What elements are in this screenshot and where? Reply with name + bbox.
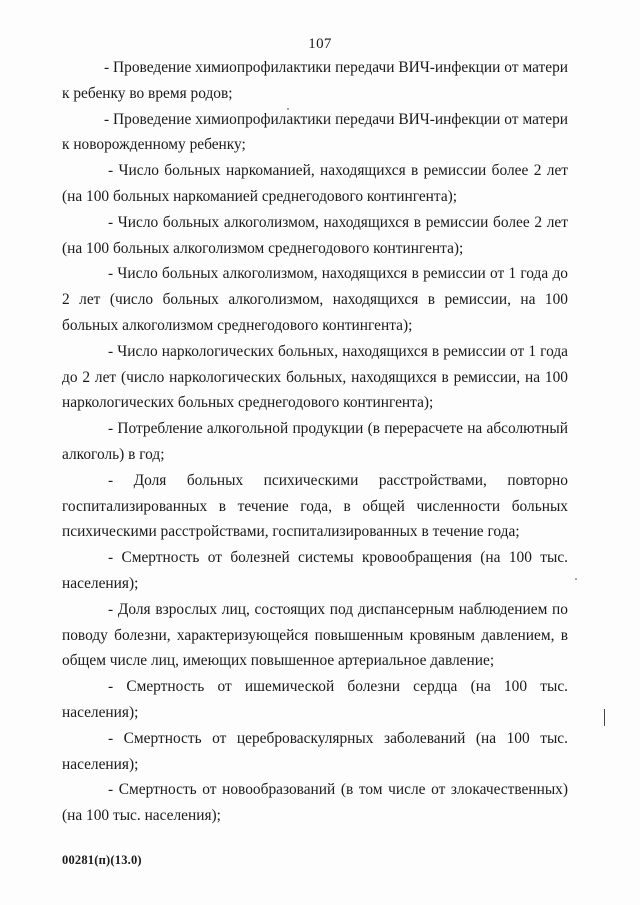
paragraph-drug-addiction-remission: - Число больных наркоманией, находящихся в ремиссии более 2 лет (на 100 больных наркоманией среднегодового контингента); bbox=[62, 162, 568, 205]
paragraph-alcoholism-remission-2y: - Число больных алкоголизмом, находящихся в ремиссии более 2 лет (на 100 больных алкоголизмом среднегодового контингента); bbox=[62, 213, 568, 257]
document-body bbox=[62, 55, 568, 829]
paragraph-narcological-remission: - Число наркологических больных, находящихся в ремиссии от 1 года до 2 лет (число наркологических больных, находящихся в ремиссии, на 100 наркологических больных среднегодового контингента); bbox=[62, 342, 568, 412]
margin-change-bar bbox=[604, 709, 605, 726]
scan-speck bbox=[287, 108, 289, 110]
page-number: 107 bbox=[308, 36, 332, 52]
paragraph-psychiatric-rehospitalization: - Доля больных психическими расстройствами, повторно госпитализированных в течение года, в общей численности больных психическими расстройствами, госпитализированных в течение года; bbox=[62, 471, 568, 541]
paragraph-hiv-prophylaxis-newborn: - Проведение химиопрофилактики передачи ВИЧ-инфекции от матери к новорожденному ребенку; bbox=[62, 110, 568, 154]
paragraph-cardiovascular-mortality: - Смертность от болезней системы кровообращения (на 100 тыс. населения); bbox=[62, 549, 568, 592]
paragraph-hypertension-dispensary: - Доля взрослых лиц, состоящих под диспансерным наблюдением по поводу болезни, характеризующейся повышенным кровяным давлением, в общем числе лиц, имеющих повышенное артериальное давление; bbox=[62, 600, 568, 670]
paragraph-neoplasm-mortality: - Смертность от новообразований (в том числе от злокачественных) (на 100 тыс. населения); bbox=[62, 781, 568, 825]
paragraph-ischemic-mortality: - Смертность от ишемической болезни сердца (на 100 тыс. населения); bbox=[62, 678, 568, 721]
document-code: 00281(п)(13.0) bbox=[62, 853, 142, 867]
scan-speck bbox=[575, 578, 577, 580]
paragraph-alcohol-consumption: - Потребление алкогольной продукции (в перерасчете на абсолютный алкоголь) в год; bbox=[62, 420, 568, 463]
paragraph-alcoholism-remission-1-2y: - Число больных алкоголизмом, находящихся в ремиссии от 1 года до 2 лет (число больных алкоголизмом, находящихся в ремиссии, на 100 больных алкоголизмом среднегодового контингента); bbox=[62, 265, 568, 334]
paragraph-hiv-prophylaxis-birth: - Проведение химиопрофилактики передачи ВИЧ-инфекции от матери к ребенку во время родов; bbox=[62, 59, 568, 102]
paragraph-cerebrovascular-mortality: - Смертность от цереброваскулярных заболеваний (на 100 тыс. населения); bbox=[62, 729, 568, 773]
